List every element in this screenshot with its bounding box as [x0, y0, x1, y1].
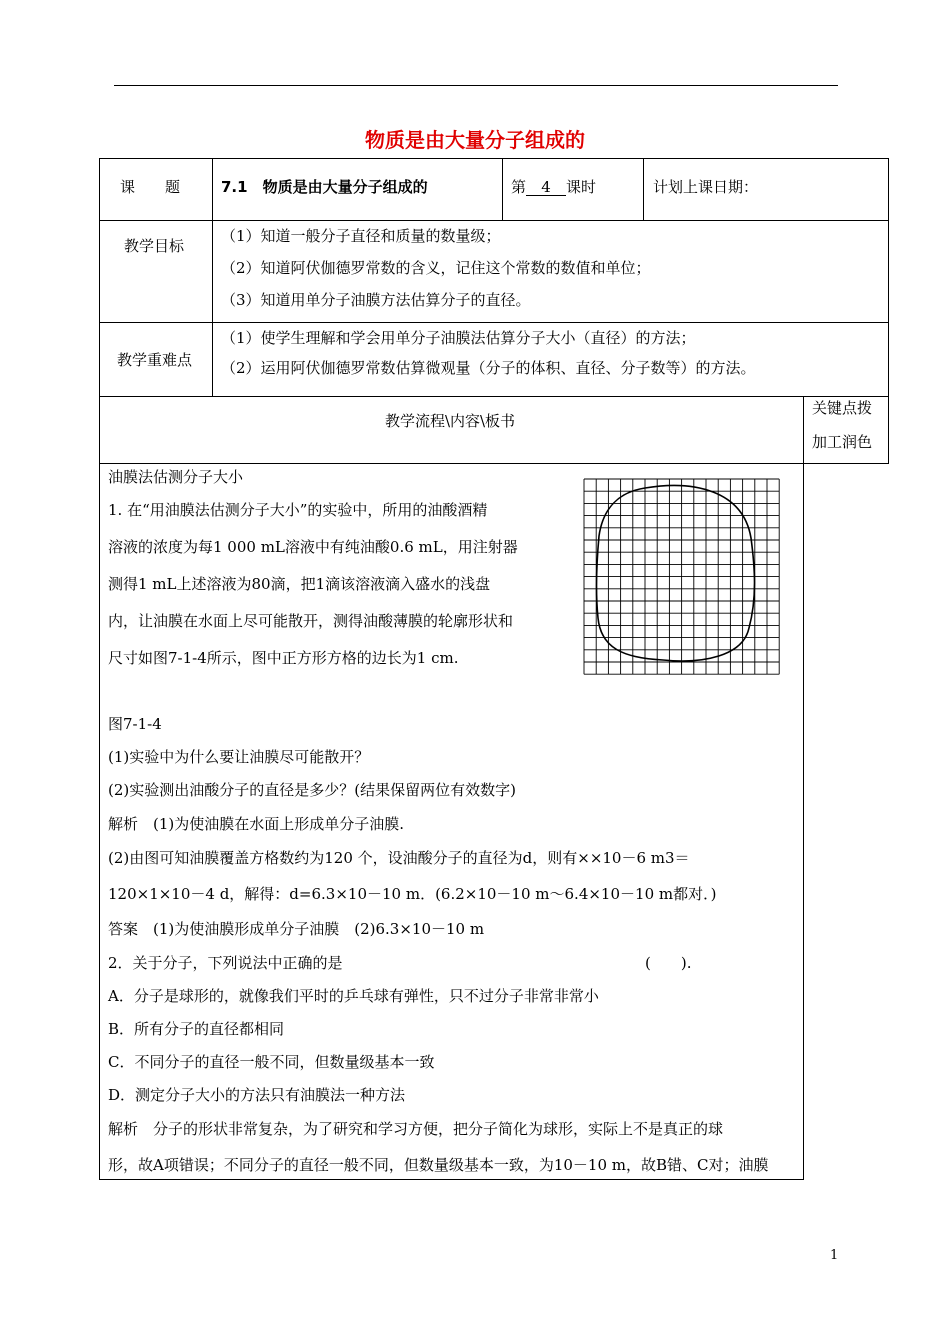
- table-border-left: [99, 158, 100, 1180]
- keypoint-item: （1）使学生理解和学会用单分子油膜法估算分子大小（直径）的方法；: [221, 329, 696, 347]
- table-row-divider: [99, 463, 889, 464]
- period-suffix: 课时: [566, 178, 597, 196]
- table-period-divider-left: [502, 158, 503, 220]
- goal-item: （2）知道阿伏伽德罗常数的含义，记住这个常数的数值和单位；: [221, 259, 651, 277]
- question-line: 1. 在“用油膜法估测分子大小”的实验中，所用的油酸酒精: [108, 501, 488, 519]
- side-header-line2: 加工润色: [812, 433, 873, 451]
- table-side-divider: [803, 396, 804, 1180]
- topic-value: 7.1 物质是由大量分子组成的: [221, 178, 428, 196]
- analysis-text: 120×1×10－4 d，解得：d=6.3×10－10 m．(6.2×10－10 m～6.4×10－10 m都对．): [108, 885, 717, 903]
- goal-item: （3）知道用单分子油膜方法估算分子的直径。: [221, 291, 531, 309]
- question-line: 溶液的浓度为每1 000 mL溶液中有纯油酸0.6 mL，用注射器: [108, 538, 518, 556]
- period-number: 4: [526, 179, 566, 196]
- figure-caption: 图7-1-4: [108, 715, 162, 733]
- table-label-divider: [212, 158, 213, 396]
- header-rule: [114, 85, 838, 86]
- oil-film-grid-figure: [583, 478, 783, 676]
- section-title: 油膜法估测分子大小: [108, 468, 244, 486]
- analysis-text: (2)由图可知油膜覆盖方格数约为120 个，设油酸分子的直径为d，则有××10－6 m3＝: [108, 849, 690, 867]
- table-border-top: [99, 158, 889, 159]
- flow-header: 教学流程\内容\板书: [384, 412, 516, 430]
- table-row-divider: [99, 220, 889, 221]
- option-b: B．所有分子的直径都相同: [108, 1020, 285, 1038]
- document-title: 物质是由大量分子组成的: [365, 128, 585, 152]
- side-header-line1: 关键点拨: [812, 399, 873, 417]
- analysis-text: 解析 分子的形状非常复杂，为了研究和学习方便，把分子简化为球形，实际上不是真正的球: [108, 1120, 724, 1138]
- option-d: D．测定分子大小的方法只有油膜法一种方法: [108, 1086, 406, 1104]
- sub-question: (1)实验中为什么要让油膜尽可能散开？: [108, 748, 370, 766]
- question-line: 内，让油膜在水面上尽可能散开，测得油酸薄膜的轮廓形状和: [108, 612, 514, 630]
- table-period-divider-right: [643, 158, 644, 220]
- date-label: 计划上课日期：: [653, 178, 759, 196]
- period-field: [511, 177, 596, 197]
- answer-text: 答案 (1)为使油膜形成单分子油膜 (2)6.3×10－10 m: [108, 920, 485, 938]
- page-number: 1: [830, 1248, 839, 1263]
- table-border-bottom: [99, 1179, 804, 1180]
- option-c: C．不同分子的直径一般不同，但数量级基本一致: [108, 1053, 435, 1071]
- answer-blank: ( ).: [645, 954, 692, 972]
- question-line: 尺寸如图7-1-4所示，图中正方形方格的边长为1 cm.: [108, 649, 459, 667]
- question-line: 测得1 mL上述溶液为80滴，把1滴该溶液滴入盛水的浅盘: [108, 575, 491, 593]
- keypoint-item: （2）运用阿伏伽德罗常数估算微观量（分子的体积、直径、分子数等）的方法。: [221, 359, 756, 377]
- topic-label: 课 题: [120, 178, 181, 196]
- goals-label: 教学目标: [124, 237, 185, 255]
- option-a: A．分子是球形的，就像我们平时的乒乓球有弹性，只不过分子非常非常小: [108, 987, 599, 1005]
- analysis-text: 形，故A项错误；不同分子的直径一般不同，但数量级基本一致，为10－10 m，故B错、C对；油膜: [108, 1156, 769, 1174]
- analysis-text: 解析 (1)为使油膜在水面上形成单分子油膜.: [108, 815, 405, 833]
- question-2: 2．关于分子，下列说法中正确的是: [108, 954, 343, 972]
- table-row-divider: [99, 396, 889, 397]
- goal-item: （1）知道一般分子直径和质量的数量级；: [221, 227, 501, 245]
- sub-question: (2)实验测出油酸分子的直径是多少？(结果保留两位有效数字): [108, 781, 516, 799]
- table-row-divider: [99, 322, 889, 323]
- period-prefix: 第: [511, 178, 527, 196]
- keypoints-label: 教学重难点: [117, 351, 193, 369]
